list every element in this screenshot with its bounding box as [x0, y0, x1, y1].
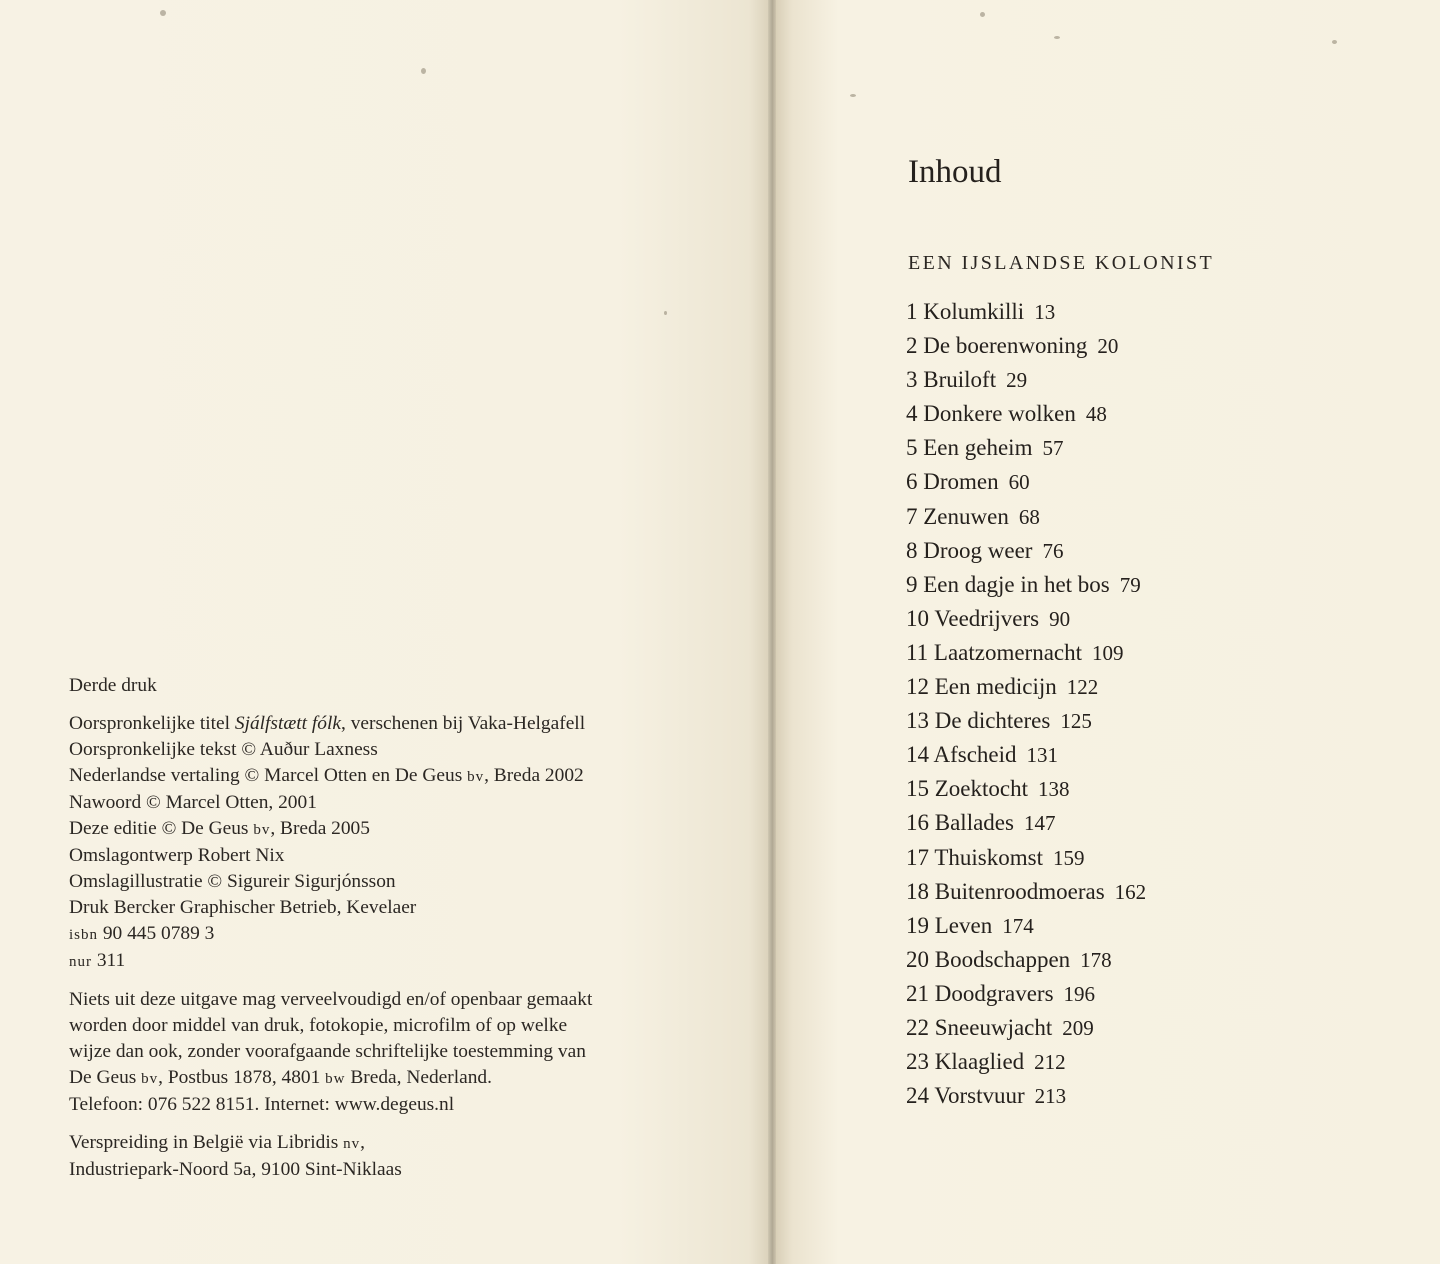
- toc-entry: [906, 772, 1406, 806]
- this-edition-place: , Breda 2005: [270, 818, 370, 839]
- cover-illustration-line: Omslagillustratie © Sigureir Sigurjónsson: [69, 871, 396, 892]
- original-title: Sjálfstætt fólk: [234, 713, 341, 734]
- contact-line: Telefoon: 076 522 8151. Internet: www.degeus.nl: [69, 1094, 455, 1115]
- paper-speck: [160, 10, 166, 16]
- toc-entry-label: 14 Afscheid: [906, 742, 1017, 768]
- rights-line: wijze dan ook, zonder voorafgaande schriftelijke toestemming van: [69, 1041, 586, 1062]
- paper-speck: [1332, 40, 1337, 44]
- toc-entry-page: 159: [1052, 845, 1085, 870]
- paper-speck: [1054, 36, 1060, 39]
- toc-entry-label: 21 Doodgravers: [906, 980, 1054, 1006]
- original-title-prefix: Oorspronkelijke titel: [69, 713, 235, 734]
- paper-speck: [421, 68, 426, 74]
- isbn-line: [69, 921, 719, 948]
- rights-line: worden door middel van druk, fotokopie, microfilm of op welke: [69, 1015, 568, 1036]
- toc-entry: [906, 636, 1406, 670]
- toc-entry-page: 178: [1080, 947, 1112, 972]
- toc-entry: [906, 534, 1406, 568]
- toc-entry-page: 48: [1085, 402, 1107, 427]
- paper-speck: [664, 311, 667, 315]
- toc-entry-page: 60: [1008, 470, 1030, 495]
- toc-title: Inhoud: [908, 154, 1002, 190]
- distribution-block: [69, 1130, 719, 1183]
- bv-abbrev: bv: [467, 769, 485, 785]
- printer-line: Druk Bercker Graphischer Betrieb, Kevelaer: [69, 897, 417, 918]
- belgium-address-line: Industriepark-Noord 5a, 9100 Sint-Niklaas: [69, 1159, 402, 1180]
- toc-entry-label: 4 Donkere wolken: [906, 401, 1076, 427]
- toc-entry-label: 5 Een geheim: [906, 435, 1033, 461]
- book-gutter: [768, 0, 776, 1264]
- toc-entry-page: 68: [1018, 504, 1040, 529]
- bw-abbrev: bw: [325, 1071, 346, 1087]
- toc-entry-label: 11 Laatzomernacht: [906, 639, 1083, 665]
- bv-abbrev: bv: [141, 1071, 159, 1087]
- toc-entry-label: 1 Kolumkilli: [906, 299, 1025, 324]
- rights-line: Niets uit deze uitgave mag verveelvoudigd en/of openbaar gemaakt: [69, 989, 593, 1010]
- edition-line: Derde druk: [69, 675, 157, 696]
- paper-speck: [850, 94, 856, 97]
- bv-abbrev: bv: [253, 822, 271, 838]
- this-edition-line: [69, 816, 719, 843]
- toc-entry-page: 138: [1038, 777, 1070, 802]
- toc-entry: [906, 500, 1406, 534]
- toc-entry-page: 125: [1060, 709, 1092, 734]
- original-title-suffix: , verschenen bij Vaka-Helgafell: [341, 713, 586, 734]
- toc-entry: [906, 841, 1406, 875]
- nv-abbrev: nv: [343, 1136, 361, 1152]
- toc-entry-page: 212: [1034, 1050, 1066, 1075]
- toc-entry-label: 6 Dromen: [906, 469, 999, 495]
- translation-line: [69, 763, 719, 790]
- toc-entry-label: 23 Klaaglied: [906, 1049, 1025, 1075]
- toc-entry-label: 13 De dichteres: [906, 708, 1051, 734]
- isbn-label: isbn: [69, 927, 99, 943]
- toc-entry-page: 162: [1114, 879, 1147, 904]
- toc-entry-page: 76: [1042, 538, 1064, 563]
- toc-entry: [906, 431, 1406, 465]
- toc-entry: [906, 1011, 1406, 1045]
- toc-entry: [906, 1079, 1406, 1113]
- this-edition-text: Deze editie © De Geus: [69, 818, 254, 839]
- toc-entry-page: 79: [1119, 572, 1141, 597]
- toc-entry-label: 7 Zenuwen: [906, 503, 1009, 529]
- toc-entry: [906, 397, 1406, 431]
- toc-entry-page: 109: [1092, 640, 1124, 665]
- toc-entry-label: 12 Een medicijn: [906, 674, 1057, 700]
- toc-entry-page: 174: [1002, 913, 1034, 938]
- belgium-text: Verspreiding in België via Libridis: [69, 1132, 344, 1153]
- original-title-line: [69, 711, 719, 737]
- toc-entry: [906, 704, 1406, 738]
- toc-entry-page: 209: [1062, 1015, 1094, 1040]
- toc-entry: [906, 909, 1406, 943]
- toc-entry-label: 3 Bruiloft: [906, 367, 997, 393]
- toc-entry-page: 122: [1066, 675, 1099, 700]
- address-city: Breda, Nederland.: [345, 1067, 492, 1088]
- toc-entry-label: 10 Veedrijvers: [906, 605, 1040, 631]
- colophon: [69, 673, 719, 1183]
- toc-entry-page: 90: [1049, 606, 1071, 631]
- toc-entry-page: 57: [1042, 436, 1064, 461]
- nur-line: [69, 948, 719, 975]
- toc-list: [906, 295, 1406, 1113]
- toc-entry: [906, 670, 1406, 704]
- toc-entry-label: 20 Boodschappen: [906, 946, 1071, 972]
- belgium-comma: ,: [360, 1132, 365, 1153]
- toc-entry: [906, 363, 1406, 397]
- toc-entry: [906, 602, 1406, 636]
- toc-entry-page: 13: [1034, 300, 1056, 324]
- belgium-line: [69, 1130, 719, 1157]
- toc-entry-label: 22 Sneeuwjacht: [906, 1014, 1053, 1040]
- postbus-text: , Postbus 1878, 4801: [158, 1067, 326, 1088]
- toc-entry-label: 16 Ballades: [906, 810, 1014, 836]
- toc-entry-label: 17 Thuiskomst: [906, 844, 1043, 870]
- original-text-line: Oorspronkelijke tekst © Auður Laxness: [69, 739, 378, 760]
- nur-value: 311: [92, 950, 126, 971]
- toc-entry: [906, 875, 1406, 909]
- toc-entry: [906, 977, 1406, 1011]
- rights-line: [69, 1065, 719, 1092]
- credits-block: [69, 711, 719, 975]
- toc-entry: [906, 806, 1406, 840]
- toc-entry: [906, 1045, 1406, 1079]
- translation-place: , Breda 2002: [484, 765, 584, 786]
- toc-entry-page: 131: [1026, 743, 1059, 768]
- afterword-line: Nawoord © Marcel Otten, 2001: [69, 792, 317, 813]
- rights-block: [69, 987, 719, 1118]
- toc-entry-page: 20: [1097, 334, 1119, 359]
- toc-entry-page: 29: [1006, 368, 1028, 393]
- toc-entry: [906, 738, 1406, 772]
- toc-entry-label: 19 Leven: [906, 912, 993, 938]
- toc-entry-page: 213: [1034, 1084, 1067, 1109]
- toc-entry: [906, 568, 1406, 602]
- paper-speck: [980, 12, 985, 17]
- toc-entry-page: 196: [1063, 981, 1096, 1006]
- toc-entry-label: 9 Een dagje in het bos: [906, 571, 1110, 597]
- toc-entry-label: 15 Zoektocht: [906, 776, 1028, 802]
- nur-label: nur: [69, 954, 92, 970]
- toc-entry-label: 18 Buitenroodmoeras: [906, 878, 1105, 904]
- toc-entry: [906, 465, 1406, 499]
- cover-design-line: Omslagontwerp Robert Nix: [69, 845, 285, 866]
- toc-entry: [906, 295, 1406, 329]
- toc-entry: [906, 329, 1406, 363]
- toc-entry-page: 147: [1023, 811, 1056, 836]
- translation-text: Nederlandse vertaling © Marcel Otten en De Geus: [69, 765, 468, 786]
- toc-entry-label: 8 Droog weer: [906, 537, 1033, 563]
- toc-entry-label: 2 De boerenwoning: [906, 333, 1088, 359]
- publisher-name: De Geus: [69, 1067, 142, 1088]
- isbn-value: 90 445 0789 3: [98, 923, 215, 944]
- toc-entry: [906, 943, 1406, 977]
- toc-section-heading: EEN IJSLANDSE KOLONIST: [908, 252, 1215, 274]
- toc-entry-label: 24 Vorstvuur: [906, 1083, 1025, 1109]
